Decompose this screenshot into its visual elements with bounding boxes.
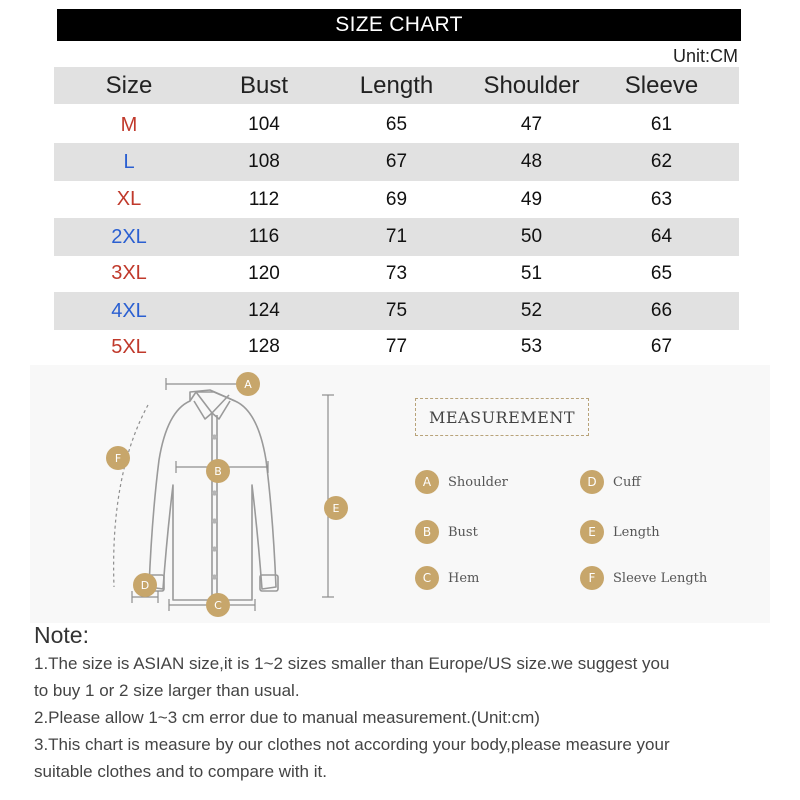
badge-b-label: B: [214, 465, 222, 478]
legend-item-cuff: [580, 470, 641, 494]
legend-item-hem: [415, 566, 479, 590]
size-cell: 5XL: [111, 335, 147, 358]
size-cell: 4XL: [111, 299, 147, 322]
badge-a-label: A: [244, 378, 252, 391]
header-sleeve: Sleeve: [624, 71, 699, 99]
legend-label: Hem: [448, 570, 480, 586]
notes-title: Note:: [34, 622, 89, 648]
note-line: 1.The size is ASIAN size,it is 1~2 sizes smaller than Europe/US size.we suggest you: [34, 654, 670, 673]
notes-section: [34, 622, 794, 785]
badge-c-icon: C: [415, 566, 439, 590]
badge-c-label: C: [214, 599, 222, 612]
header-bust: Bust: [239, 71, 289, 99]
size-cell: 2XL: [111, 225, 147, 248]
table-row: [54, 218, 739, 256]
shoulder-cell: 53: [520, 336, 543, 357]
bust-cell: 116: [248, 226, 280, 247]
bust-cell: 112: [248, 188, 280, 210]
table-row: [54, 181, 739, 218]
bust-cell: 120: [248, 262, 280, 284]
legend-label: Bust: [448, 524, 478, 540]
table-row: [54, 255, 739, 292]
shirt-illustration: [30, 365, 400, 623]
badge-f-icon: F: [580, 566, 604, 590]
table-header-row: [54, 67, 739, 104]
badge-e-label: E: [332, 502, 340, 515]
table-row: [54, 143, 739, 181]
legend-label: Cuff: [613, 474, 641, 490]
size-cell: XL: [116, 188, 142, 210]
shoulder-cell: 47: [520, 114, 543, 135]
badge-d-icon: D: [580, 470, 604, 494]
note-line: 3.This chart is measure by our clothes not according your body,please measure your: [34, 735, 670, 754]
badge-e-icon: E: [580, 520, 604, 544]
size-chart-title: SIZE CHART: [57, 9, 741, 41]
header-size: Size: [105, 71, 153, 99]
legend-item-length: [580, 520, 660, 544]
table-row: [54, 107, 739, 143]
sleeve-cell: 66: [650, 300, 673, 321]
sleeve-cell: 65: [650, 262, 673, 284]
shoulder-cell: 50: [520, 226, 543, 247]
shoulder-cell: 49: [520, 188, 543, 210]
shoulder-cell: 48: [520, 151, 543, 172]
badge-f-label: F: [114, 452, 122, 465]
legend-label: Length: [613, 524, 660, 540]
header-length: Length: [359, 71, 434, 99]
size-cell: L: [123, 150, 135, 173]
bust-cell: 104: [248, 114, 280, 135]
badge-b-icon: B: [415, 520, 439, 544]
length-cell: 67: [385, 151, 408, 172]
legend-item-bust: [415, 520, 478, 544]
sleeve-cell: 63: [650, 188, 673, 210]
length-cell: 71: [385, 226, 408, 247]
bust-cell: 108: [248, 151, 280, 172]
measurement-diagram: [30, 365, 770, 623]
shoulder-cell: 51: [520, 262, 543, 284]
length-cell: 69: [385, 188, 408, 210]
note-line: suitable clothes and to compare with it.: [34, 762, 327, 781]
sleeve-cell: 64: [650, 226, 673, 247]
legend-item-shoulder: [415, 470, 508, 494]
length-cell: 75: [385, 300, 408, 321]
table-row: [54, 329, 739, 365]
measurement-title: MEASUREMENT: [415, 398, 589, 436]
bust-cell: 124: [248, 300, 280, 321]
note-line: to buy 1 or 2 size larger than usual.: [34, 681, 300, 700]
length-cell: 65: [385, 114, 408, 135]
sleeve-cell: 62: [650, 151, 673, 172]
legend-label: Shoulder: [448, 474, 508, 490]
unit-label: Unit:CM: [672, 46, 738, 66]
sleeve-cell: 67: [650, 336, 673, 357]
header-shoulder: Shoulder: [483, 71, 580, 99]
length-cell: 73: [385, 262, 408, 284]
sleeve-cell: 61: [650, 114, 673, 135]
size-cell: M: [120, 113, 138, 136]
table-row: [54, 292, 739, 330]
length-cell: 77: [385, 336, 408, 357]
shoulder-cell: 52: [520, 300, 543, 321]
legend-item-sleeve-length: [580, 566, 707, 590]
size-cell: 3XL: [111, 262, 147, 284]
note-line: 2.Please allow 1~3 cm error due to manual measurement.(Unit:cm): [34, 708, 540, 727]
badge-a-icon: A: [415, 470, 439, 494]
badge-d-label: D: [140, 579, 150, 592]
bust-cell: 128: [248, 336, 280, 357]
legend-label: Sleeve Length: [613, 570, 708, 586]
